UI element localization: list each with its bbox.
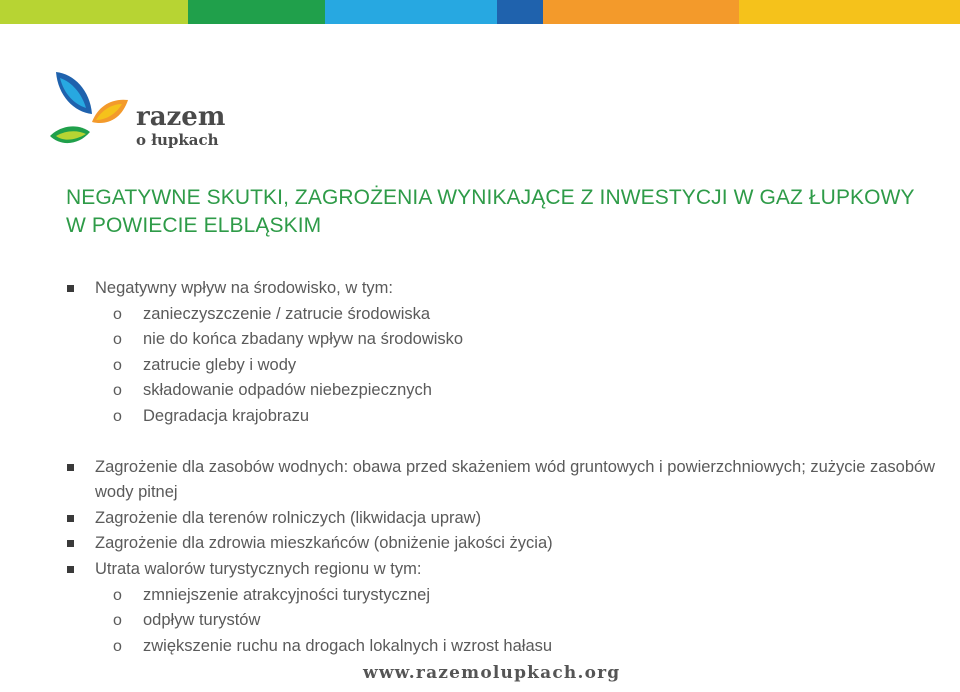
square-bullet-icon bbox=[67, 515, 74, 522]
sub-list-item bbox=[66, 583, 936, 609]
list-item-text: Utrata walorów turystycznych regionu w tym: bbox=[95, 559, 422, 578]
circle-bullet-icon: o bbox=[113, 407, 122, 425]
list-item bbox=[66, 557, 936, 583]
website-url: www.razemolupkach.org bbox=[363, 663, 621, 683]
list-item bbox=[66, 276, 936, 302]
sub-list-item-text: zwiększenie ruchu na drogach lokalnych i wzrost hałasu bbox=[143, 636, 553, 655]
logo-word-o-lupkach: o łupkach bbox=[136, 131, 219, 149]
sub-list-item-text: zmniejszenie atrakcyjności turystycznej bbox=[143, 585, 431, 604]
stripe-orange bbox=[543, 0, 739, 24]
square-bullet-icon bbox=[67, 464, 74, 471]
list-item bbox=[66, 531, 936, 557]
square-bullet-icon bbox=[67, 540, 74, 547]
sub-list-item bbox=[66, 378, 936, 404]
list-spacer bbox=[66, 430, 936, 455]
stripe-lime bbox=[0, 0, 188, 24]
sub-list-item-text: zanieczyszczenie / zatrucie środowiska bbox=[143, 304, 431, 323]
circle-bullet-icon: o bbox=[113, 356, 122, 374]
list-item-text: Zagrożenie dla zdrowia mieszkańców (obniżenie jakości życia) bbox=[95, 534, 553, 553]
logo bbox=[48, 66, 248, 158]
list-item bbox=[66, 455, 936, 506]
square-bullet-icon bbox=[67, 285, 74, 292]
circle-bullet-icon: o bbox=[113, 305, 122, 323]
sub-list-item bbox=[66, 608, 936, 634]
list-item-text: Zagrożenie dla zasobów wodnych: obawa przed skażeniem wód gruntowych i powierzchniowych; zużycie zasobów wody pitnej bbox=[95, 457, 936, 502]
sub-list-item-text: odpływ turystów bbox=[143, 611, 261, 630]
stripe-dark-blue bbox=[497, 0, 543, 24]
sub-list-item-text: Degradacja krajobrazu bbox=[143, 406, 310, 425]
circle-bullet-icon: o bbox=[113, 586, 122, 604]
list-item-text: Zagrożenie dla terenów rolniczych (likwidacja upraw) bbox=[95, 508, 482, 527]
sub-list-item bbox=[66, 327, 936, 353]
color-stripe-bar bbox=[0, 0, 960, 24]
circle-bullet-icon: o bbox=[113, 331, 122, 349]
circle-bullet-icon: o bbox=[113, 612, 122, 630]
logo-word-razem: razem bbox=[136, 102, 226, 132]
stripe-green bbox=[188, 0, 325, 24]
sub-list-item-text: zatrucie gleby i wody bbox=[143, 355, 297, 374]
circle-bullet-icon: o bbox=[113, 382, 122, 400]
stripe-light-blue bbox=[325, 0, 497, 24]
sub-list-item bbox=[66, 353, 936, 379]
list-item-text: Negatywny wpływ na środowisko, w tym: bbox=[95, 279, 394, 297]
bullet-list bbox=[66, 276, 936, 659]
square-bullet-icon bbox=[67, 566, 74, 573]
list-item bbox=[66, 506, 936, 532]
sub-list-item bbox=[66, 404, 936, 430]
page-title: NEGATYWNE SKUTKI, ZAGROŻENIA WYNIKAJĄCE Z INWESTYCJI W GAZ ŁUPKOWY W POWIECIE ELBLĄSKIM bbox=[66, 186, 915, 237]
sub-list-item-text: nie do końca zbadany wpływ na środowisko bbox=[143, 330, 464, 349]
leaf-logo-icon bbox=[48, 66, 132, 158]
sub-list-item bbox=[66, 634, 936, 660]
sub-list-item bbox=[66, 302, 936, 328]
circle-bullet-icon: o bbox=[113, 637, 122, 655]
sub-list-item-text: składowanie odpadów niebezpiecznych bbox=[143, 381, 432, 400]
stripe-yellow bbox=[739, 0, 960, 24]
